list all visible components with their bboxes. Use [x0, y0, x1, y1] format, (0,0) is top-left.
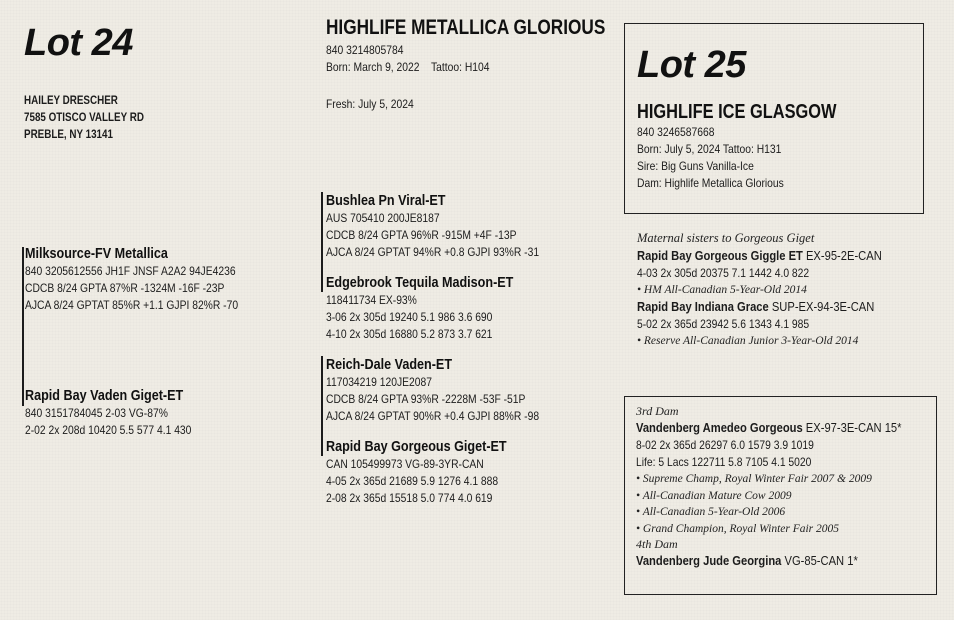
- lot-25-box: [624, 23, 924, 214]
- sire-sire-line-3: AJCA 8/24 GPTAT 94%R +0.8 GJPI 93%R -31: [326, 245, 540, 259]
- maternal-heading: Maternal sisters to Gorgeous Giget: [637, 231, 815, 245]
- sire-sire-line-1: AUS 705410 200JE8187: [326, 211, 440, 225]
- consignor-street: 7585 OTISCO VALLEY RD: [24, 110, 144, 124]
- lot-25-heading: Lot 25: [637, 44, 746, 86]
- dam-block: [25, 387, 219, 439]
- third-dam-box: [624, 396, 937, 595]
- sister-2-name: Rapid Bay Indiana Grace: [637, 299, 769, 314]
- dam-sire-line-2: CDCB 8/24 GPTA 93%R -2228M -53F -51P: [326, 392, 526, 406]
- pedigree-bracket-sire: [321, 192, 323, 292]
- sire-line-3: AJCA 8/24 GPTAT 85%R +1.1 GJPI 82%R -70: [25, 298, 239, 312]
- sister-2-score: SUP-EX-94-3E-CAN: [768, 299, 875, 314]
- sire-dam-name: Edgebrook Tequila Madison-ET: [326, 274, 514, 291]
- third-dam-score: EX-97-3E-CAN 15*: [802, 420, 902, 435]
- lot-25-born-tattoo: Born: July 5, 2024 Tattoo: H131: [637, 142, 782, 156]
- cow-tattoo: Tattoo: H104: [430, 60, 490, 74]
- dam-sire-line-3: AJCA 8/24 GPTAT 90%R +0.4 GJPI 88%R -98: [326, 409, 540, 423]
- dam-sire-name: Reich-Dale Vaden-ET: [326, 356, 453, 373]
- cow-info: [326, 16, 667, 113]
- third-dam-life: Life: 5 Lacs 122711 5.8 7105 4.1 5020: [636, 455, 812, 469]
- lot-25-dam: Dam: Highlife Metallica Glorious: [637, 176, 784, 190]
- sire-block: [25, 245, 273, 314]
- dam-dam-line-1: CAN 105499973 VG-89-3YR-CAN: [326, 457, 484, 471]
- lot-25-name: HIGHLIFE ICE GLASGOW: [637, 101, 837, 123]
- sister-2-note: • Reserve All-Canadian Junior 3-Year-Old 2014: [637, 335, 859, 347]
- consignor-address: [24, 92, 170, 143]
- lot-25-sire: Sire: Big Guns Vanilla-Ice: [637, 159, 754, 173]
- fourth-dam-name: Vandenberg Jude Georgina: [636, 553, 782, 568]
- dam-sire-block: [326, 356, 574, 425]
- maternal-sisters: [637, 230, 922, 349]
- third-dam-note-2: • All-Canadian Mature Cow 2009: [636, 489, 792, 502]
- sire-line-2: CDCB 8/24 GPTA 87%R -1324M -16F -23P: [25, 281, 225, 295]
- dam-dam-line-2: 4-05 2x 365d 21689 5.9 1276 4.1 888: [326, 474, 499, 488]
- fourth-dam-title: [636, 552, 902, 570]
- third-dam-heading: 3rd Dam: [636, 404, 679, 418]
- sire-dam-line-2: 3-06 2x 305d 19240 5.1 986 3.6 690: [326, 310, 493, 324]
- lot-24-heading: Lot 24: [24, 22, 133, 64]
- sire-line-1: 840 3205612556 JH1F JNSF A2A2 94JE4236: [25, 264, 236, 278]
- third-dam-name: Vandenberg Amedeo Gorgeous: [636, 420, 803, 435]
- sire-sire-block: [326, 192, 574, 261]
- dam-line-2: 2-02 2x 208d 10420 5.5 577 4.1 430: [25, 423, 192, 437]
- third-dam-content: [636, 403, 945, 570]
- dam-line-1: 840 3151784045 2-03 VG-87%: [25, 406, 168, 420]
- cow-fresh: Fresh: July 5, 2024: [326, 97, 414, 111]
- third-dam-note-3: • All-Canadian 5-Year-Old 2006: [636, 506, 786, 518]
- consignor-city: PREBLE, NY 13141: [24, 127, 113, 141]
- sire-dam-line-3: 4-10 2x 305d 16880 5.2 873 3.7 621: [326, 327, 493, 341]
- dam-dam-name: Rapid Bay Gorgeous Giget-ET: [326, 438, 507, 455]
- cow-born-tattoo: [326, 59, 619, 76]
- fourth-dam-heading: 4th Dam: [636, 537, 678, 551]
- sire-name: Milksource-FV Metallica: [25, 245, 168, 262]
- cow-name: HIGHLIFE METALLICA GLORIOUS: [326, 16, 606, 39]
- dam-sire-line-1: 117034219 120JE2087: [326, 375, 432, 389]
- dam-dam-block: [326, 438, 541, 507]
- pedigree-bracket-dam: [321, 356, 323, 456]
- sire-sire-name: Bushlea Pn Viral-ET: [326, 192, 446, 209]
- third-dam-title: [636, 419, 902, 437]
- sister-1-record: 4-03 2x 305d 20375 7.1 1442 4.0 822: [637, 266, 810, 280]
- cow-registration: 840 3214805784: [326, 43, 404, 57]
- lot-25-registration: 840 3246587668: [637, 125, 715, 139]
- consignor-name: HAILEY DRESCHER: [24, 93, 118, 107]
- cow-born: Born: March 9, 2022: [326, 60, 420, 74]
- third-dam-note-1: • Supreme Champ, Royal Winter Fair 2007 & 2009: [636, 473, 872, 485]
- lot-25-info: [637, 100, 880, 192]
- sister-1-name: Rapid Bay Gorgeous Giggle ET: [637, 248, 803, 263]
- sister-1-score: EX-95-2E-CAN: [802, 248, 882, 263]
- sire-dam-block: [326, 274, 549, 343]
- pedigree-bracket-left: [22, 247, 24, 406]
- sister-1-title: [637, 247, 882, 265]
- sister-2-title: [637, 298, 882, 316]
- dam-name: Rapid Bay Vaden Giget-ET: [25, 387, 184, 404]
- third-dam-record: 8-02 2x 365d 26297 6.0 1579 3.9 1019: [636, 438, 814, 452]
- sire-sire-line-2: CDCB 8/24 GPTA 96%R -915M +4F -13P: [326, 228, 517, 242]
- sire-dam-line-1: 118411734 EX-93%: [326, 293, 417, 307]
- sister-1-note: • HM All-Canadian 5-Year-Old 2014: [637, 284, 807, 296]
- sister-2-record: 5-02 2x 365d 23942 5.6 1343 4.1 985: [637, 317, 810, 331]
- dam-dam-line-3: 2-08 2x 365d 15518 5.0 774 4.0 619: [326, 491, 493, 505]
- third-dam-note-4: • Grand Champion, Royal Winter Fair 2005: [636, 522, 840, 535]
- fourth-dam-score: VG-85-CAN 1*: [781, 553, 858, 568]
